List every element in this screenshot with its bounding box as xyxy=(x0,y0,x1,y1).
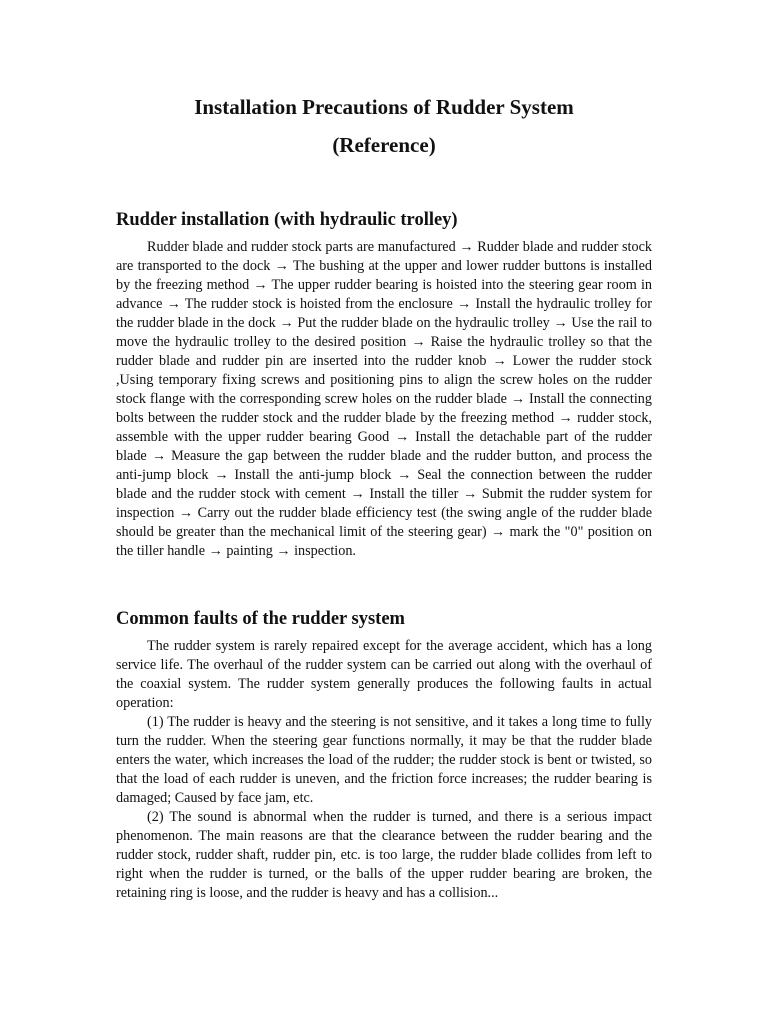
section-heading-rudder-installation: Rudder installation (with hydraulic trolley) xyxy=(116,210,458,230)
faults-intro-paragraph: The rudder system is rarely repaired except for the average accident, which has a long service life. The overhaul of the rudder system can be carried out along with the overhaul of the coaxial system. The rudder system generally produces the following faults in actual operation: xyxy=(116,638,652,711)
document-subtitle: (Reference) xyxy=(332,133,436,157)
document-title: Installation Precautions of Rudder System xyxy=(194,95,574,119)
installation-procedure-paragraph: Rudder blade and rudder stock parts are manufactured → Rudder blade and rudder stock are transported to the dock → The bushing at the upper and lower rudder buttons is installed by the freezing method → The upper rudder bearing is hoisted into the steering gear room in advance → The rudder stock is hoisted from the enclosure → Install the hydraulic trolley for the rudder blade in the dock → Put the rudder blade on the hydraulic trolley → Use the rail to move the hydraulic trolley to the desired position → Raise the hydraulic trolley so that the rudder blade and rudder pin are inserted into the rudder knob → Lower the rudder stock ,Using temporary fixing screws and positioning pins to align the screw holes on the rudder stock flange with the corresponding screw holes on the rudder blade → Install the connecting bolts between the rudder stock and the rudder blade by the freezing method → rudder stock, assemble with the upper rudder bearing Good → Install the detachable part of the rudder blade → Measure the gap between the rudder blade and the rudder button, and process the anti-jump block → Install the anti-jump block → Seal the connection between the rudder blade and the rudder stock with cement → Install the tiller → Submit the rudder system for inspection → Carry out the rudder blade efficiency test (the swing angle of the rudder blade should be greater than the mechanical limit of the steering gear) → mark the "0" position on the tiller handle → painting → inspection. xyxy=(116,239,652,559)
section-heading-common-faults: Common faults of the rudder system xyxy=(116,609,405,629)
fault-item-2-paragraph: (2) The sound is abnormal when the rudder is turned, and there is a serious impact phenomenon. The main reasons are that the clearance between the rudder bearing and the rudder stock, rudder shaft, rudder pin, etc. is too large, the rudder blade collides from left to right when the rudder is turned, or the balls of the upper rudder bearing are broken, the retaining ring is loose, and the rudder is heavy and has a collision... xyxy=(116,809,652,901)
fault-item-1-paragraph: (1) The rudder is heavy and the steering is not sensitive, and it takes a long time to fully turn the rudder. When the steering gear functions normally, it may be that the rudder blade enters the water, which increases the load of the rudder; the rudder stock is bent or twisted, so that the load of each rudder is uneven, and the friction force increases; the rudder bearing is damaged; Caused by face jam, etc. xyxy=(116,714,652,806)
